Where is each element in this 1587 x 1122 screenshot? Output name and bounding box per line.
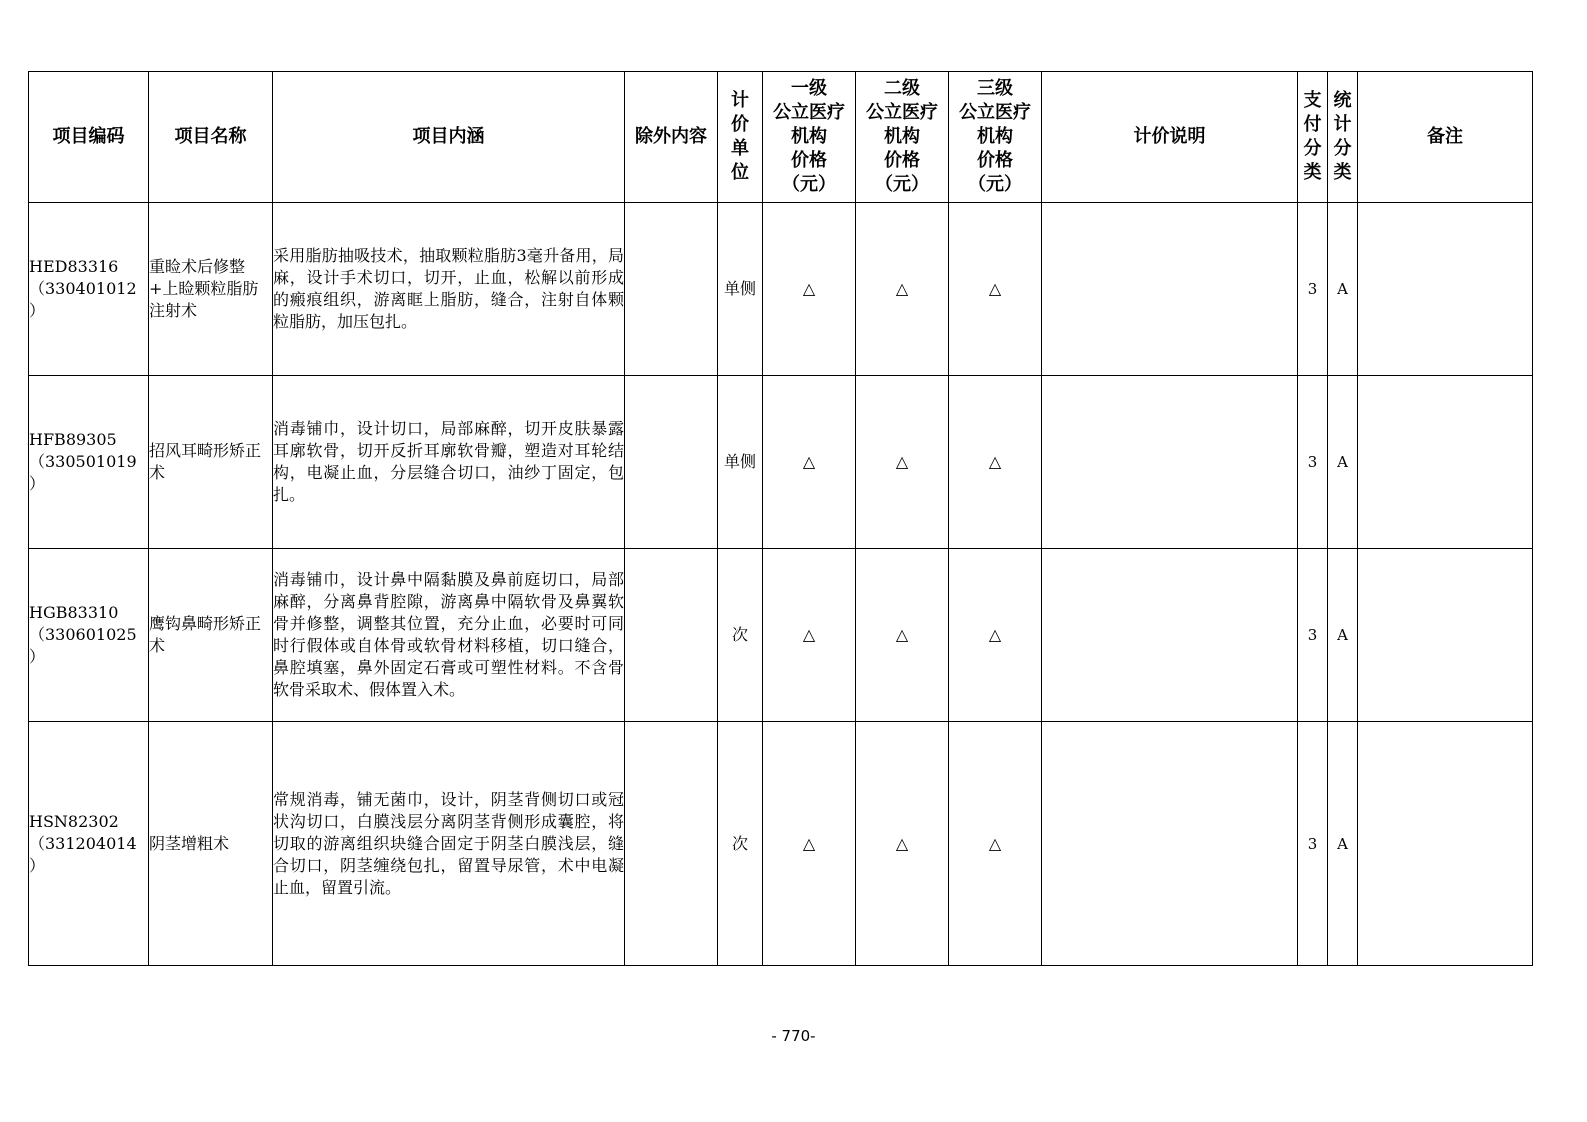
cell-excluded <box>625 376 718 549</box>
page-number: - 770- <box>771 1027 816 1045</box>
cell-unit: 单侧 <box>718 376 763 549</box>
header-unit: 计价单位 <box>718 72 763 203</box>
cell-pricing-note <box>1042 549 1298 722</box>
header-content: 项目内涵 <box>273 72 625 203</box>
cell-excluded <box>625 203 718 376</box>
header-price-level1: 一级 公立医疗 机构 价格 （元） <box>763 72 856 203</box>
header-code: 项目编码 <box>29 72 149 203</box>
table-row <box>29 203 1533 376</box>
cell-payment-class: 3 <box>1298 549 1328 722</box>
cell-code: HED83316 （330401012 ） <box>29 203 149 376</box>
medical-price-table <box>28 71 1533 966</box>
cell-stat-class: A <box>1328 376 1358 549</box>
cell-payment-class: 3 <box>1298 376 1328 549</box>
cell-remarks <box>1358 549 1533 722</box>
table-row <box>29 549 1533 722</box>
cell-unit: 次 <box>718 722 763 966</box>
header-stat-class: 统计分类 <box>1328 72 1358 203</box>
header-name: 项目名称 <box>149 72 273 203</box>
cell-excluded <box>625 549 718 722</box>
cell-stat-class: A <box>1328 722 1358 966</box>
cell-remarks <box>1358 376 1533 549</box>
cell-price-level3: △ <box>949 376 1042 549</box>
header-payment-class: 支付分类 <box>1298 72 1328 203</box>
cell-price-level3: △ <box>949 549 1042 722</box>
cell-payment-class: 3 <box>1298 722 1328 966</box>
cell-code: HGB83310 （330601025 ） <box>29 549 149 722</box>
table-header-row <box>29 72 1533 203</box>
cell-price-level2: △ <box>856 376 949 549</box>
cell-unit: 次 <box>718 549 763 722</box>
cell-price-level2: △ <box>856 203 949 376</box>
cell-content: 消毒铺巾，设计切口，局部麻醉，切开皮肤暴露耳廓软骨，切开反折耳廓软骨瓣，塑造对耳轮结构，电凝止血，分层缝合切口，油纱丁固定，包扎。 <box>273 376 625 549</box>
table-row <box>29 722 1533 966</box>
cell-stat-class: A <box>1328 203 1358 376</box>
cell-name: 鹰钩鼻畸形矫正术 <box>149 549 273 722</box>
header-pricing-note: 计价说明 <box>1042 72 1298 203</box>
cell-pricing-note <box>1042 722 1298 966</box>
cell-remarks <box>1358 203 1533 376</box>
cell-content: 常规消毒，铺无菌巾，设计，阴茎背侧切口或冠状沟切口，白膜浅层分离阴茎背侧形成囊腔，将切取的游离组织块缝合固定于阴茎白膜浅层，缝合切口，阴茎缠绕包扎，留置导尿管，术中电凝止血，留置引流。 <box>273 722 625 966</box>
cell-pricing-note <box>1042 203 1298 376</box>
cell-price-level2: △ <box>856 549 949 722</box>
cell-payment-class: 3 <box>1298 203 1328 376</box>
cell-name: 阴茎增粗术 <box>149 722 273 966</box>
header-remarks: 备注 <box>1358 72 1533 203</box>
cell-price-level2: △ <box>856 722 949 966</box>
cell-stat-class: A <box>1328 549 1358 722</box>
cell-name: 重睑术后修整+上睑颗粒脂肪注射术 <box>149 203 273 376</box>
cell-price-level1: △ <box>763 722 856 966</box>
cell-code: HSN82302 （331204014 ） <box>29 722 149 966</box>
cell-remarks <box>1358 722 1533 966</box>
cell-price-level1: △ <box>763 549 856 722</box>
header-price-level2: 二级 公立医疗 机构 价格 （元） <box>856 72 949 203</box>
cell-price-level3: △ <box>949 722 1042 966</box>
table-row <box>29 376 1533 549</box>
cell-price-level3: △ <box>949 203 1042 376</box>
cell-content: 采用脂肪抽吸技术，抽取颗粒脂肪3毫升备用，局麻，设计手术切口，切开，止血，松解以前形成的瘢痕组织，游离眶上脂肪，缝合，注射自体颗粒脂肪，加压包扎。 <box>273 203 625 376</box>
cell-code: HFB89305 （330501019 ） <box>29 376 149 549</box>
cell-excluded <box>625 722 718 966</box>
cell-pricing-note <box>1042 376 1298 549</box>
header-excluded: 除外内容 <box>625 72 718 203</box>
cell-content: 消毒铺巾，设计鼻中隔黏膜及鼻前庭切口，局部麻醉，分离鼻背腔隙，游离鼻中隔软骨及鼻翼软骨并修整，调整其位置，充分止血，必要时可同时行假体或自体骨或软骨材料移植，切口缝合，鼻腔填塞，鼻外固定石膏或可塑性材料。不含骨软骨采取术、假体置入术。 <box>273 549 625 722</box>
cell-name: 招风耳畸形矫正术 <box>149 376 273 549</box>
cell-price-level1: △ <box>763 203 856 376</box>
cell-unit: 单侧 <box>718 203 763 376</box>
cell-price-level1: △ <box>763 376 856 549</box>
header-price-level3: 三级 公立医疗 机构 价格 （元） <box>949 72 1042 203</box>
